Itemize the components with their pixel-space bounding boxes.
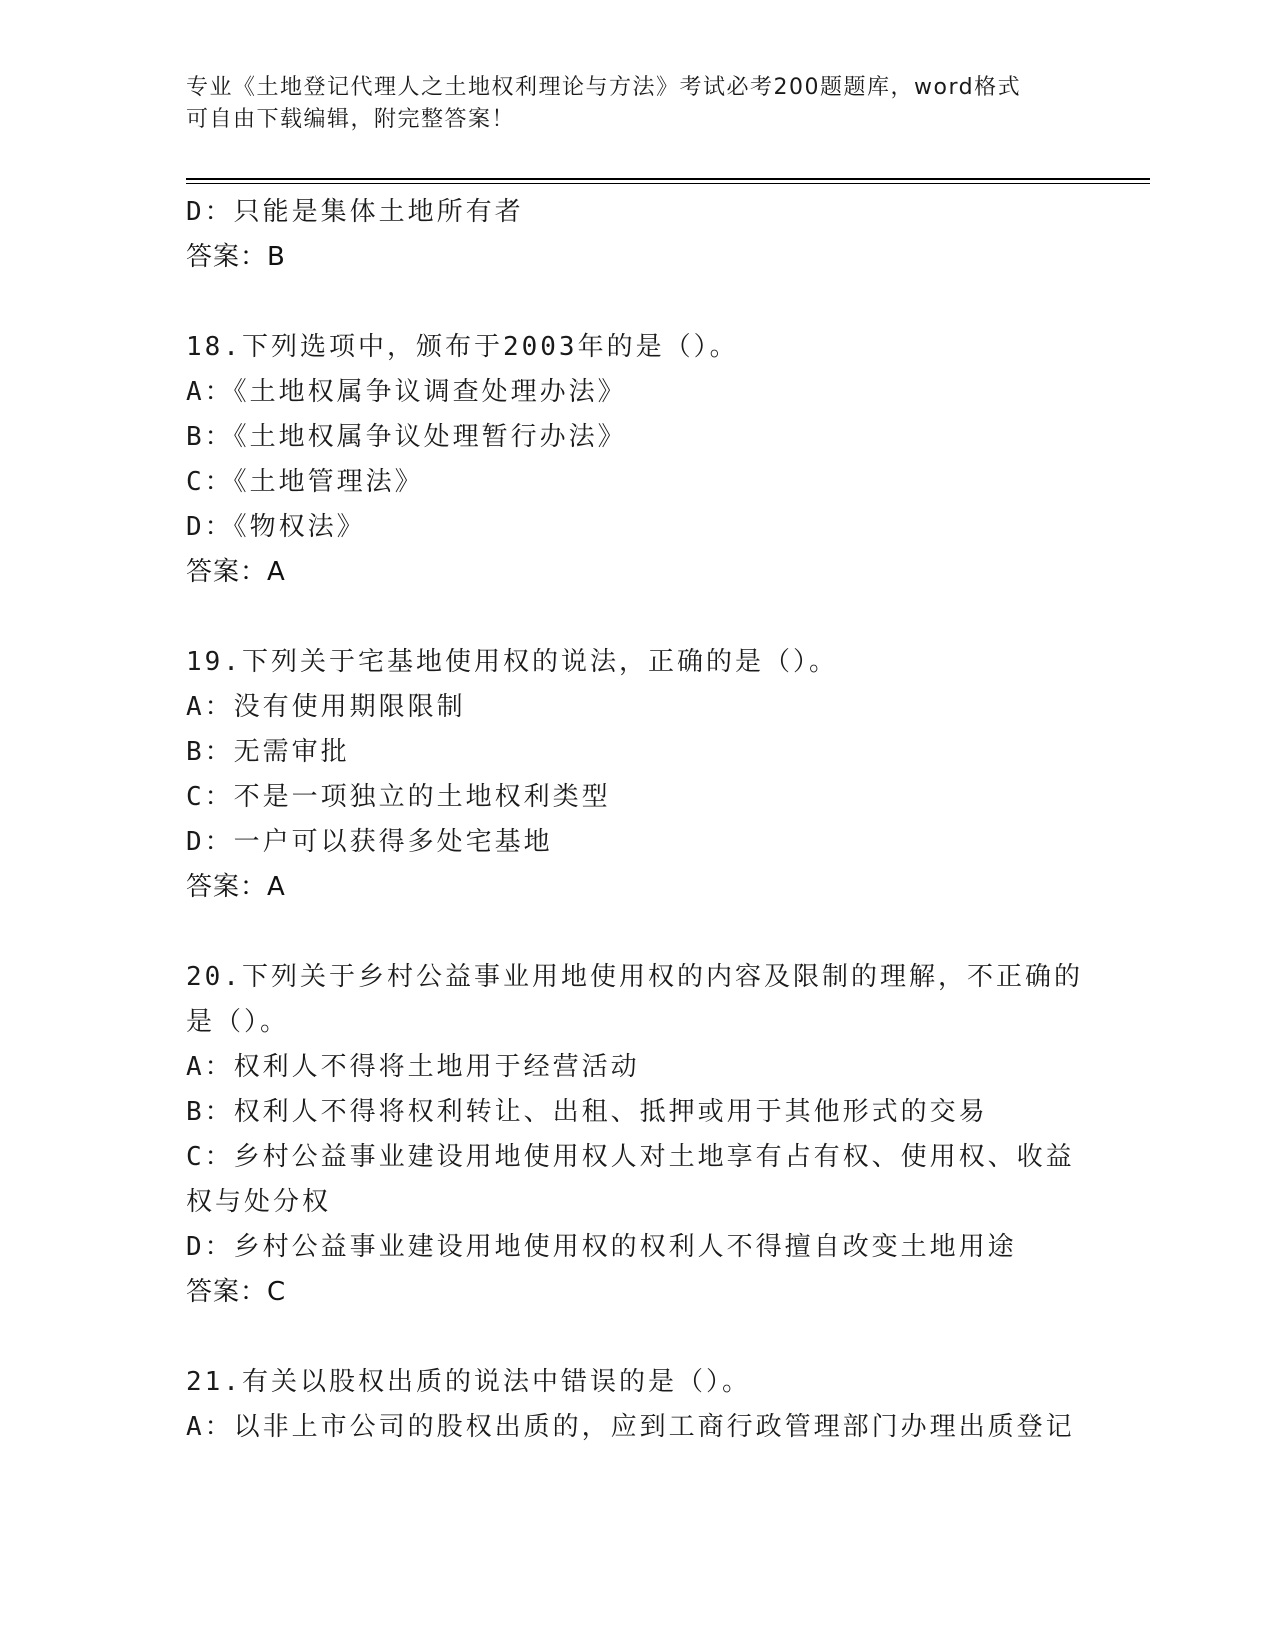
header-rule-thin bbox=[186, 183, 1150, 184]
question-stem: 21.有关以股权出质的说法中错误的是（）。 bbox=[186, 1367, 751, 1397]
q17-option-d: D：只能是集体土地所有者 bbox=[186, 197, 524, 227]
option-b: B：权利人不得将权利转让、出租、抵押或用于其他形式的交易 bbox=[186, 1097, 988, 1127]
spacer bbox=[186, 595, 1086, 640]
question-stem-line-1: 20.下列关于乡村公益事业用地使用权的内容及限制的理解，不正确的 bbox=[186, 962, 1083, 992]
header-line-2: 可自由下载编辑，附完整答案！ bbox=[186, 107, 516, 132]
option-b: B：无需审批 bbox=[186, 737, 350, 767]
answer-line: 答案：A bbox=[186, 872, 286, 902]
option-c: C：《土地管理法》 bbox=[186, 467, 424, 497]
question-21 bbox=[186, 1360, 1086, 1450]
question-19 bbox=[186, 640, 1086, 910]
answer-line: 答案：A bbox=[186, 557, 286, 587]
option-a: A：《土地权属争议调查处理办法》 bbox=[186, 377, 627, 407]
header-line-1: 专业《土地登记代理人之土地权利理论与方法》考试必考200题题库，word格式 bbox=[186, 75, 1022, 100]
spacer bbox=[186, 910, 1086, 955]
spacer bbox=[186, 1315, 1086, 1360]
question-stem: 18.下列选项中，颁布于2003年的是（）。 bbox=[186, 332, 739, 362]
question-18 bbox=[186, 325, 1086, 595]
option-c: C：不是一项独立的土地权利类型 bbox=[186, 782, 611, 812]
q17-answer: 答案：B bbox=[186, 242, 286, 272]
option-a: A：没有使用期限限制 bbox=[186, 692, 466, 722]
spacer bbox=[186, 280, 1086, 325]
option-c-line-2: 权与处分权 bbox=[186, 1187, 332, 1217]
question-content bbox=[186, 190, 1086, 1450]
answer-line: 答案：C bbox=[186, 1277, 287, 1307]
question-stem: 19.下列关于宅基地使用权的说法，正确的是（）。 bbox=[186, 647, 838, 677]
header-rule-thick bbox=[186, 178, 1150, 180]
document-header bbox=[186, 72, 1086, 136]
option-d: D：乡村公益事业建设用地使用权的权利人不得擅自改变土地用途 bbox=[186, 1232, 1017, 1262]
option-b: B：《土地权属争议处理暂行办法》 bbox=[186, 422, 627, 452]
question-20 bbox=[186, 955, 1086, 1315]
option-d: D：一户可以获得多处宅基地 bbox=[186, 827, 553, 857]
question-stem-line-2: 是（）。 bbox=[186, 1007, 290, 1037]
option-a: A：权利人不得将土地用于经营活动 bbox=[186, 1052, 640, 1082]
option-c-line-1: C：乡村公益事业建设用地使用权人对土地享有占有权、使用权、收益 bbox=[186, 1142, 1075, 1172]
option-a: A：以非上市公司的股权出质的，应到工商行政管理部门办理出质登记 bbox=[186, 1412, 1075, 1442]
option-d: D：《物权法》 bbox=[186, 512, 366, 542]
